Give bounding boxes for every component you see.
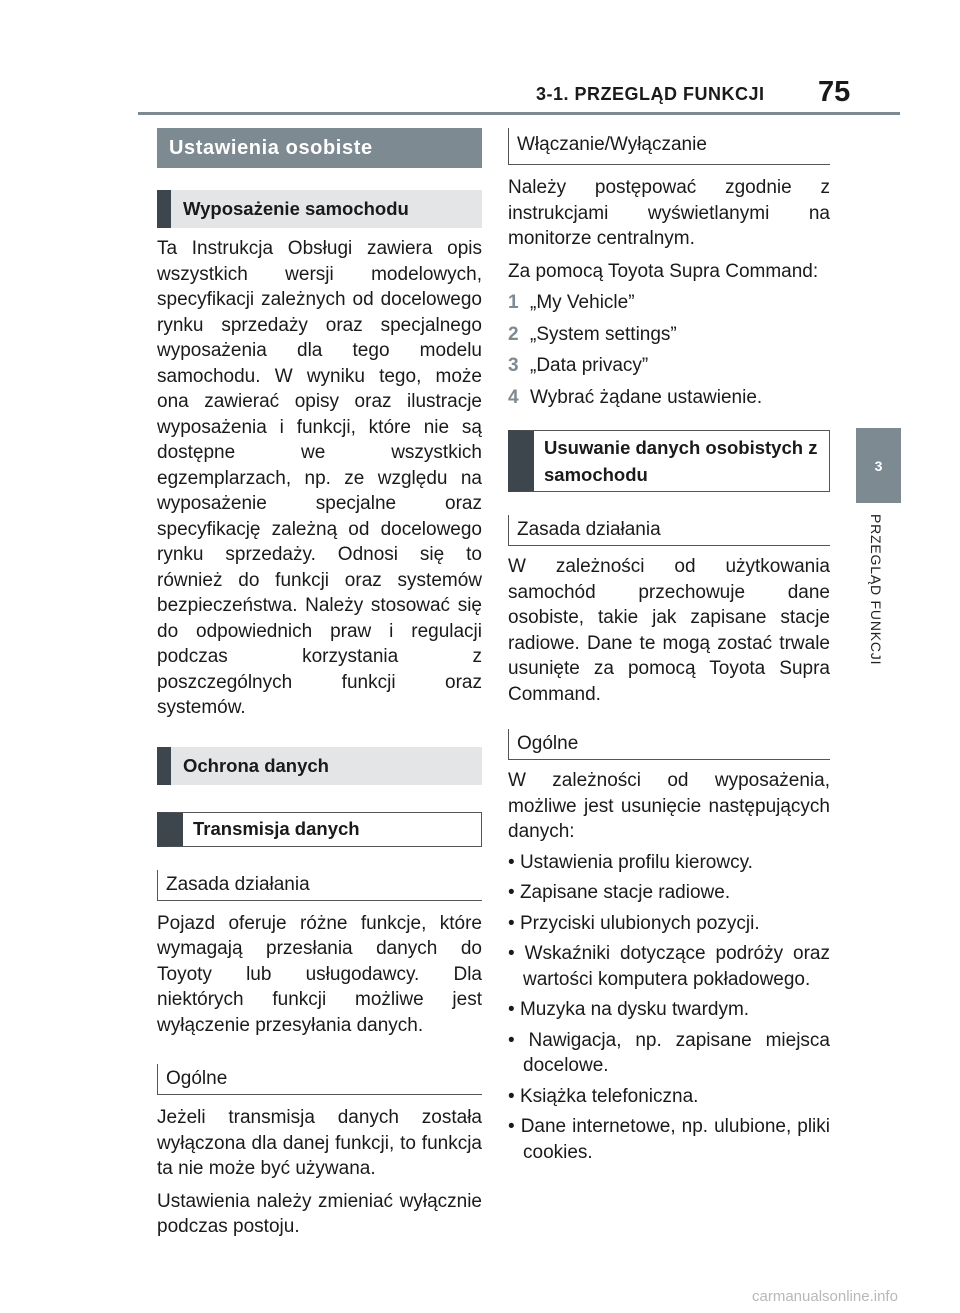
list-item: • Ustawienia profilu kierowcy. (508, 850, 830, 876)
heading-delete-personal-data: Usuwanie danych osobistych z samochodu (508, 430, 830, 492)
running-header: 3-1. PRZEGLĄD FUNKCJI (536, 84, 765, 104)
heading-data-transmission: Transmisja danych (157, 812, 482, 847)
step-item: 1 „My Vehicle” (508, 292, 635, 313)
heading-general-left: Ogólne (157, 1064, 482, 1095)
steps-list (508, 290, 830, 410)
command-paragraph: Za pomocą Toyota Supra Command: (508, 260, 819, 282)
section-title-personal-settings: Ustawienia osobiste (157, 128, 482, 168)
heading-data-protection: Ochrona danych (157, 747, 482, 785)
list-item: • Nawigacja, np. zapisane miejsca docelowe. (508, 1028, 830, 1079)
list-item: • Muzyka na dysku twardym. (508, 997, 830, 1023)
list-item: • Przyciski ulubionych pozycji. (508, 911, 830, 937)
right-column (508, 128, 830, 1165)
chapter-tab: 3 (856, 428, 901, 503)
step-item: 4 Wybrać żądane ustawienie. (508, 386, 763, 408)
left-column (157, 128, 482, 1240)
list-item: • Zapisane stacje radiowe. (508, 880, 830, 906)
chapter-side-label: PRZEGLĄD FUNKCJI (868, 514, 884, 666)
list-item: • Książka telefoniczna. (508, 1084, 830, 1110)
deletable-data-list (508, 850, 830, 1166)
equipment-paragraph: Ta Instrukcja Obsługi zawiera opis wszystkich wersji modelowych, specyfikacji zależnych od docelowego rynku sprzedaży oraz specjalnego wyposażenia dla tego modelu samochodu. W wyniku tego, może ona zawierać opisy oraz ilustracje wyposażenia i funkcji, które nie są dostępne we wszystkich egzemplarzach, np. ze względu na wyposażenie specjalne oraz specyfikację zależną od docelowego rynku sprzedaży. Odnosi się to również do funkcji oraz systemów bezpieczeństwa. Należy stosować się do odpowiednich praw i regulacji podczas korzystania z poszczególnych funkcji oraz systemów. (157, 238, 482, 718)
step-item: 2 „System settings” (508, 323, 677, 345)
heading-principle-right: Zasada działania (508, 515, 830, 546)
heading-vehicle-equipment: Wyposażenie samochodu (157, 190, 482, 228)
general-paragraph-left-2: Ustawienia należy zmieniać wyłącznie podczas postoju. (157, 1190, 482, 1237)
page-number: 75 (818, 76, 851, 108)
heading-general-right: Ogólne (508, 729, 830, 760)
onoff-paragraph: Należy postępować zgodnie z instrukcjami wyświetlanymi na monitorze centralnym. (508, 177, 830, 249)
general-paragraph-left-1: Jeżeli transmisja danych została wyłączona dla danej funkcji, to funkcja ta nie może być używana. (157, 1107, 482, 1179)
header-divider (138, 112, 900, 115)
heading-on-off: Włączanie/Wyłączanie (508, 128, 830, 165)
general-paragraph-right: W zależności od wyposażenia, możliwe jest usunięcie następujących danych: (508, 770, 830, 842)
watermark: carmanualsonline.info (752, 1288, 898, 1305)
principle-paragraph-right: W zależności od użytkowania samochód przechowuje dane osobiste, takie jak zapisane stacje radiowe. Dane te mogą zostać trwale usunięte za pomocą Toyota Supra Command. (508, 556, 830, 705)
principle-paragraph-left: Pojazd oferuje różne funkcje, które wymagają przesłania danych do Toyoty lub usługodawcy. Dla niektórych funkcji możliwe jest wyłączenie przesyłania danych. (157, 912, 482, 1036)
list-item: • Wskaźniki dotyczące podróży oraz wartości komputera pokładowego. (508, 941, 830, 992)
heading-principle-left: Zasada działania (157, 870, 482, 901)
list-item: • Dane internetowe, np. ulubione, pliki cookies. (508, 1114, 830, 1165)
step-item: 3 „Data privacy” (508, 355, 649, 376)
